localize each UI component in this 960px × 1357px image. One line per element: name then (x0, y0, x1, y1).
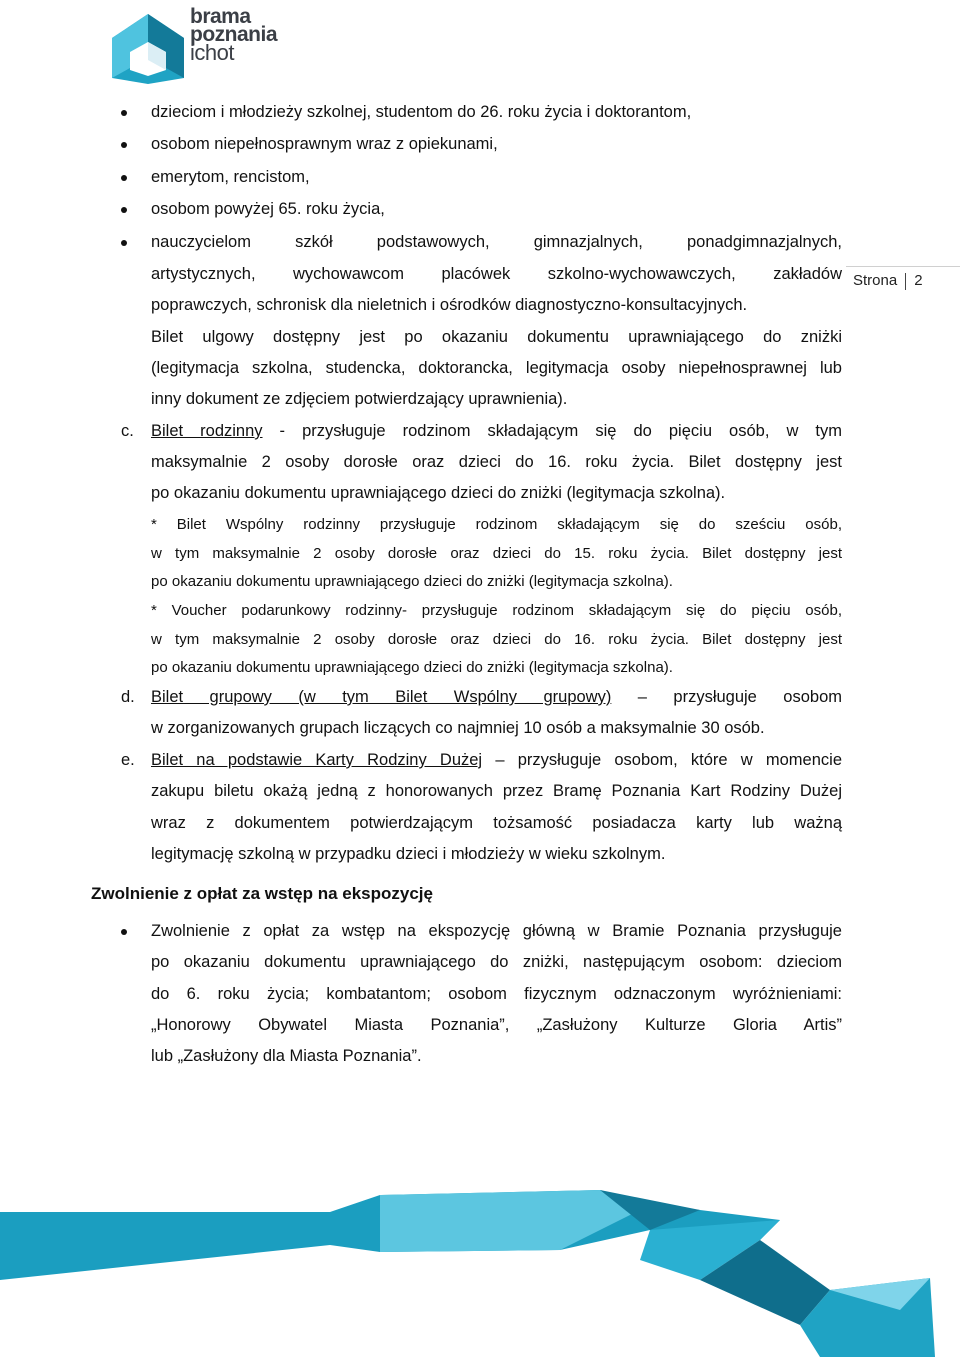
shared-family-line1: * Bilet Wspólny rodzinny przysługuje rodzinom składającym się do sześciu osób, (151, 516, 842, 533)
item-c-line3: po okazaniu dokumentu uprawniającego dzieci do zniżki (legitymacja szkolna). (151, 484, 726, 502)
voucher-line1: * Voucher podarunkowy rodzinny- przysługuje rodzinom składającym się do pięciu osób, (151, 602, 842, 619)
section-heading: Zwolnienie z opłat za wstęp na ekspozycję (91, 884, 433, 903)
reduced-note-line1: Bilet ulgowy dostępny jest po okazaniu dokumentu uprawniającego do zniżki (151, 328, 842, 346)
list-item-teachers-line1: nauczycielom szkół podstawowych, gimnazjalnych, ponadgimnazjalnych, (151, 233, 842, 251)
exemption-line4: „Honorowy Obywatel Miasta Poznania”, „Zasłużony Kulturze Gloria Artis” (151, 1016, 842, 1034)
family-ticket-link[interactable]: Bilet rodzinny (151, 422, 263, 440)
voucher-line3: po okazaniu dokumentu uprawniającego dzieci do zniżki (legitymacja szkolna). (151, 659, 673, 676)
list-item: osobom powyżej 65. roku życia, (151, 200, 385, 218)
exemption-line3: do 6. roku życia; kombatantom; osobom fizycznym odznaczonym wyróżnieniami: (151, 985, 842, 1003)
brama-poznania-logo (108, 5, 298, 86)
logo-house-icon (108, 8, 188, 86)
exemption-line2: po okazaniu dokumentu uprawniającego do zniżki, następującym osobom: dzieciom (151, 953, 842, 971)
logo-word-ichot: ichot (190, 40, 234, 65)
bullet-dot (121, 240, 127, 246)
exemption-line5: lub „Zasłużony dla Miasta Poznania”. (151, 1047, 422, 1065)
list-item-teachers-line2: artystycznych, wychowawcom placówek szkolno-wychowawczych, zakładów (151, 265, 842, 283)
bullet-dot (121, 929, 127, 935)
item-letter-d: d. (121, 688, 135, 706)
list-item: osobom niepełnosprawnym wraz z opiekunami, (151, 135, 498, 153)
shared-family-line3: po okazaniu dokumentu uprawniającego dzieci do zniżki (legitymacja szkolna). (151, 573, 673, 590)
item-e-line1-text: – przysługuje osobom, które w momencie (482, 751, 842, 769)
logo-word-poznania: poznania (190, 23, 278, 46)
page-label-rule (846, 266, 960, 267)
list-item: emerytom, rencistom, (151, 168, 310, 186)
bullet-dot (121, 175, 127, 181)
voucher-line2: w tym maksymalnie 2 osoby dorosłe oraz dzieci do 16. roku życia. Bilet dostępny jest (151, 631, 842, 648)
list-item-teachers-line3: poprawczych, schronisk dla nieletnich i ośrodków diagnostyczno-konsultacyjnych. (151, 296, 748, 314)
item-e-line1 (151, 751, 842, 770)
item-e-line2: zakupu biletu okażą jedną z honorowanych przez Bramę Poznania Kart Rodziny Dużej (151, 782, 842, 800)
item-letter-c: c. (121, 422, 134, 440)
page-word: Strona (853, 272, 898, 289)
page-separator (905, 273, 906, 290)
page-number-label (853, 272, 923, 290)
item-e-line3: wraz z dokumentem potwierdzającym tożsamość posiadacza karty lub ważną (151, 814, 842, 832)
item-d-line1 (151, 688, 842, 707)
page-number: 2 (914, 272, 923, 289)
item-e-line4: legitymację szkolną w przypadku dzieci i młodzieży w wieku szkolnym. (151, 845, 666, 863)
bullet-dot (121, 110, 127, 116)
item-c-line1-text: - przysługuje rodzinom składającym się do pięciu osób, w tym (262, 422, 842, 440)
exemption-line1: Zwolnienie z opłat za wstęp na ekspozycję główną w Bramie Poznania przysługuje (151, 922, 842, 940)
bullet-dot (121, 142, 127, 148)
footer-ribbon-decoration (0, 1150, 960, 1357)
list-item: dzieciom i młodzieży szkolnej, studentom do 26. roku życia i doktorantom, (151, 103, 692, 121)
item-d-line1-text: – przysługuje osobom (611, 688, 843, 706)
large-family-card-link[interactable]: Bilet na podstawie Karty Rodziny Dużej (151, 751, 483, 769)
bullet-dot (121, 207, 127, 213)
item-d-line2: w zorganizowanych grupach liczących co najmniej 10 osób a maksymalnie 30 osób. (151, 719, 765, 737)
reduced-note-line2: (legitymacja szkolna, studencka, doktorancka, legitymacja osoby niepełnosprawnej lub (151, 359, 842, 377)
item-c-line2: maksymalnie 2 osoby dorosłe oraz dzieci do 16. roku życia. Bilet dostępny jest (151, 453, 842, 471)
group-ticket-link[interactable]: Bilet grupowy (w tym Bilet Wspólny grupowy) (151, 688, 612, 706)
logo-word-brama: brama (190, 5, 251, 28)
shared-family-line2: w tym maksymalnie 2 osoby dorosłe oraz dzieci do 15. roku życia. Bilet dostępny jest (151, 545, 842, 562)
reduced-note-line3: inny dokument ze zdjęciem potwierdzający uprawnienia). (151, 390, 568, 408)
item-c-line1 (151, 422, 842, 441)
item-letter-e: e. (121, 751, 135, 769)
